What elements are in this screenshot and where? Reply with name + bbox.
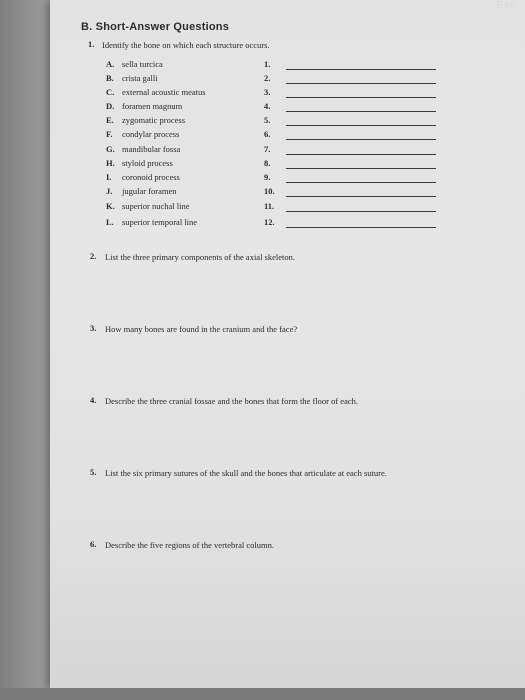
- item-row: [106, 158, 466, 171]
- answer-blank[interactable]: [286, 97, 436, 98]
- answer-blank[interactable]: [286, 196, 436, 197]
- item-row: [106, 115, 466, 128]
- item-text: zygomatic process: [122, 115, 186, 125]
- question-text: Describe the five regions of the vertebral column.: [105, 540, 274, 550]
- answer-number: 8.: [264, 158, 271, 168]
- answer-blank[interactable]: [286, 227, 436, 228]
- answer-blank[interactable]: [286, 83, 436, 84]
- item-text: mandibular fossa: [122, 144, 181, 154]
- question-number: 5.: [90, 467, 97, 477]
- answer-number: 5.: [264, 115, 271, 125]
- item-text: foramen magnum: [122, 101, 183, 111]
- item-letter: I.: [106, 172, 112, 182]
- answer-number: 2.: [264, 73, 271, 83]
- question-text: List the six primary sutures of the skull and the bones that articulate at each suture.: [105, 468, 387, 478]
- question-number: 2.: [90, 251, 97, 261]
- item-text: coronoid process: [122, 172, 180, 182]
- answer-number: 12.: [264, 217, 275, 227]
- item-letter: D.: [106, 101, 115, 111]
- item-text: crista galli: [122, 73, 158, 83]
- answer-number: 9.: [264, 172, 271, 182]
- answer-blank[interactable]: [286, 182, 436, 183]
- item-row: [106, 129, 466, 142]
- question-text: Describe the three cranial fossae and the bones that form the floor of each.: [105, 396, 359, 406]
- item-letter: F.: [106, 129, 113, 139]
- answer-blank[interactable]: [286, 154, 436, 155]
- answer-blank[interactable]: [286, 211, 436, 212]
- item-letter: H.: [106, 158, 115, 168]
- answer-blank[interactable]: [286, 125, 436, 126]
- answer-number: 10.: [264, 186, 275, 196]
- question-number: 3.: [90, 323, 97, 333]
- answer-number: 7.: [264, 144, 271, 154]
- question-text: List the three primary components of the axial skeleton.: [105, 252, 296, 262]
- item-row: [106, 87, 466, 100]
- answer-blank[interactable]: [286, 111, 436, 112]
- item-row: [106, 59, 466, 72]
- answer-blank[interactable]: [286, 168, 436, 169]
- item-text: superior temporal line: [122, 217, 198, 227]
- item-text: jugular foramen: [122, 186, 177, 196]
- item-letter: J.: [106, 186, 113, 196]
- question-number: 6.: [90, 539, 97, 549]
- item-row: [106, 144, 466, 157]
- answer-blank[interactable]: [286, 69, 436, 70]
- question-text: How many bones are found in the cranium and the face?: [105, 324, 298, 334]
- item-letter: K.: [106, 201, 115, 211]
- item-letter: B.: [106, 73, 114, 83]
- item-row: [106, 101, 466, 114]
- answer-number: 3.: [264, 87, 271, 97]
- answer-number: 6.: [264, 129, 271, 139]
- item-row: [106, 217, 466, 230]
- question-text: Identify the bone on which each structure occurs.: [102, 40, 270, 50]
- item-text: condylar process: [122, 129, 180, 139]
- corner-tag: Exe: [496, 0, 517, 11]
- item-text: styloid process: [122, 158, 173, 168]
- item-row: [106, 172, 466, 185]
- item-letter: L.: [106, 217, 114, 227]
- answer-blank[interactable]: [286, 139, 436, 140]
- answer-number: 4.: [264, 101, 271, 111]
- item-row: [106, 186, 466, 199]
- item-row: [106, 201, 466, 214]
- item-row: [106, 73, 466, 86]
- section-title: B. Short-Answer Questions: [81, 21, 230, 33]
- question-number: 1.: [88, 39, 95, 49]
- answer-number: 11.: [264, 201, 275, 211]
- item-letter: C.: [106, 87, 115, 97]
- item-letter: E.: [106, 115, 114, 125]
- table-surface: [0, 688, 525, 700]
- item-text: superior nuchal line: [122, 201, 190, 211]
- item-letter: G.: [106, 144, 115, 154]
- question-number: 4.: [90, 395, 97, 405]
- item-text: external acoustic meatus: [122, 87, 206, 97]
- item-letter: A.: [106, 59, 115, 69]
- answer-number: 1.: [264, 59, 271, 69]
- item-text: sella turcica: [122, 59, 163, 69]
